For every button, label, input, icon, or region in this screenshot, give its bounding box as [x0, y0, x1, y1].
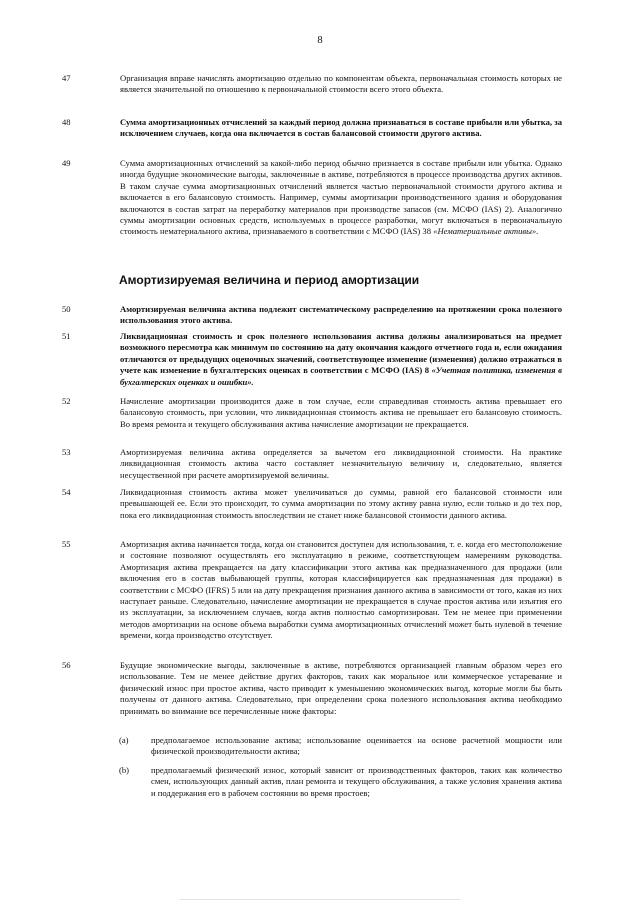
paragraph-number: 52: [62, 396, 71, 406]
paragraph-51: [62, 331, 562, 388]
paragraph-number: 50: [62, 304, 71, 314]
paragraph-55: [62, 539, 562, 642]
paragraph-54: [62, 487, 562, 521]
sub-item-text: предполагаемое использование актива; использование оценивается на основе расчетной мощности или физической производительности актива;: [151, 735, 562, 757]
paragraph-number: 53: [62, 447, 71, 457]
paragraph-text: Ликвидационная стоимость актива может увеличиваться до суммы, равной его балансовой стоимости или превышающей ее. Если это происходит, то сумма амортизации по этому активу равна нулю, если только и до тех пор, пока его ликвидационная стоимость впоследствии не станет ниже балансовой стоимости данного актива.: [120, 487, 562, 520]
standard-title: «Учетная политика, изменения в бухгалтерских оценках и ошибки».: [120, 365, 562, 387]
paragraph-number: 49: [62, 158, 71, 168]
paragraph-number: 51: [62, 331, 71, 341]
paragraph-text-wrapper: [120, 158, 562, 238]
paragraph-text: Начисление амортизации производится даже в том случае, если справедливая стоимость актива превышает его балансовую стоимость, при условии, что ликвидационная стоимость актива не превышает его балансовую стоимость. Во время ремонта и текущего обслуживания актива начисление амортизации не прекращается.: [120, 396, 562, 429]
paragraph-48: [62, 117, 562, 140]
sub-item-b: [119, 765, 562, 799]
standard-title: «Нематериальные активы».: [433, 226, 539, 237]
paragraph-number: 55: [62, 539, 71, 549]
paragraph-text: Сумма амортизационных отчислений за какой-либо период обычно признается в составе прибыли или убытка. Однако иногда будущие экономические выгоды, заключенные в активе, потребляются в процессе производства других активов. В таком случае сумма амортизационных отчислений является частью первоначальной стоимости другого актива и включается в его балансовую стоимость. Например, суммы амортизации производственного здания и оборудования включаются в состав затрат на переработку материалов при производстве запасов (см. МСФО (IAS) 2). Аналогично суммы амортизации основных средств, используемых в процессе разработки, могут включаться в первоначальную стоимость нематериального актива, признаваемого в соответствии с МСФО (IAS) 38: [120, 158, 562, 237]
paragraph-text: Амортизируемая величина актива подлежит систематическому распределению на протяжении срока полезного использования этого актива.: [120, 304, 562, 326]
scan-edge-line: [180, 899, 460, 900]
page-number: 8: [317, 35, 323, 46]
paragraph-number: 48: [62, 117, 71, 127]
paragraph-text: Сумма амортизационных отчислений за каждый период должна признаваться в составе прибыли или убытка, за исключением случаев, когда она включается в состав балансовой стоимости другого актива.: [120, 117, 562, 139]
paragraph-text: Организация вправе начислять амортизацию отдельно по компонентам объекта, первоначальная стоимость которых не является значительной по отношению к первоначальной стоимости всего этого объекта.: [120, 73, 562, 95]
paragraph-text: Ликвидационная стоимость и срок полезного использования актива должны анализироваться на предмет возможного пересмотра как минимум по состоянию на дату окончания каждого отчетного года и, если ожидания отличаются от предыдущих оценочных значений, соответствующее изменение (изменения) должно отражаться в учете как изменение в бухгалтерских оценках в соответствии с МСФО (IAS) 8: [120, 331, 562, 376]
sub-item-a: [119, 735, 562, 758]
paragraph-50: [62, 304, 562, 327]
paragraph-49: [62, 158, 562, 238]
paragraph-53: [62, 447, 562, 481]
paragraph-number: 56: [62, 660, 71, 670]
paragraph-47: [62, 73, 562, 96]
paragraph-text: Будущие экономические выгоды, заключенные в активе, потребляются организацией главным образом через его использование. Тем не менее действие других факторов, таких как моральное или коммерческое устаревание и физический износ при простое актива, часто приводит к уменьшению экономических выгод, которые могли бы быть получены от данного актива. Следовательно, при определении срока полезного использования актива необходимо принимать во внимание все перечисленные ниже факторы:: [120, 660, 562, 716]
paragraph-56: [62, 660, 562, 717]
paragraph-number: 47: [62, 73, 71, 83]
paragraph-text: Амортизируемая величина актива определяется за вычетом его ликвидационной стоимости. На практике ликвидационная стоимость актива часто составляет незначительную величину и, следовательно, является несущественной при расчете амортизируемой величины.: [120, 447, 562, 480]
paragraph-number: 54: [62, 487, 71, 497]
paragraph-text-wrapper: [120, 331, 562, 388]
sub-item-text: предполагаемый физический износ, который зависит от производственных факторов, таких как количество смен, использующих данный актив, план ремонта и текущего обслуживания, а также условия хранения актива и поддержания его в рабочем состоянии во время простоев;: [151, 765, 562, 798]
sub-item-letter: (a): [119, 735, 129, 745]
paragraph-52: [62, 396, 562, 430]
sub-item-letter: (b): [119, 765, 130, 775]
paragraph-text: Амортизация актива начинается тогда, когда он становится доступен для использования, т. е. когда его местоположение и состояние позволяют осуществлять его эксплуатацию в режиме, соответствующем намерениям руководства. Амортизация актива прекращается на дату классификации этого актива как предназначенного для продажи (или включения его в состав выбывающей группы, которая классифицируется как предназначенная для продажи) в соответствии с МСФО (IFRS) 5 или на дату прекращения признания данного актива в зависимости от того, какая из них наступает раньше. Следовательно, начисление амортизации не прекращается в случае простоя актива или изъятия его из эксплуатации, за исключением случаев, когда актив полностью самортизирован. Тем не менее при применении методов амортизации на основе объема выработки сумма амортизационных отчислений может быть нулевой в течение времени, когда производство отсутствует.: [120, 539, 562, 641]
section-heading: Амортизируемая величина и период амортизации: [119, 273, 420, 287]
